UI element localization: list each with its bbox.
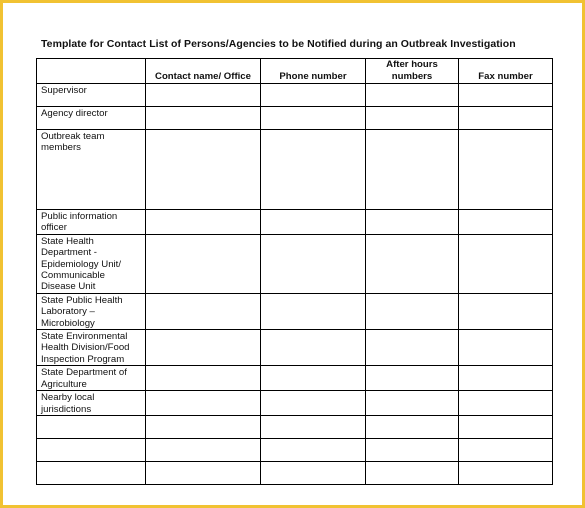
- phone-number-cell: [261, 84, 366, 107]
- after-hours-cell: [366, 293, 459, 329]
- fax-number-cell: [459, 130, 553, 210]
- row-label: State Public Health Laboratory – Microbiology: [37, 293, 146, 329]
- contact-name-cell: [146, 293, 261, 329]
- fax-number-cell: [459, 234, 553, 293]
- fax-number-cell: [459, 438, 553, 461]
- after-hours-cell: [366, 461, 459, 484]
- after-hours-cell: [366, 391, 459, 416]
- header-cell-contact-name: Contact name/ Office: [146, 59, 261, 84]
- contact-list-table: [36, 58, 553, 485]
- row-label: [37, 415, 146, 438]
- phone-number-cell: [261, 391, 366, 416]
- fax-number-cell: [459, 330, 553, 366]
- table-header-row: [37, 59, 553, 84]
- phone-number-cell: [261, 330, 366, 366]
- document-page: [3, 3, 582, 505]
- row-label: [37, 438, 146, 461]
- table-row: [37, 366, 553, 391]
- phone-number-cell: [261, 210, 366, 235]
- after-hours-cell: [366, 415, 459, 438]
- table-row: [37, 84, 553, 107]
- fax-number-cell: [459, 210, 553, 235]
- table-row: [37, 391, 553, 416]
- contact-name-cell: [146, 415, 261, 438]
- table-row: [37, 461, 553, 484]
- after-hours-cell: [366, 107, 459, 130]
- fax-number-cell: [459, 293, 553, 329]
- phone-number-cell: [261, 415, 366, 438]
- row-label: [37, 234, 146, 293]
- contact-name-cell: [146, 366, 261, 391]
- contact-name-cell: [146, 438, 261, 461]
- table-row: [37, 330, 553, 366]
- table-row: [37, 438, 553, 461]
- table-row: [37, 293, 553, 329]
- header-label-after-hours: After hours numbers: [386, 59, 438, 82]
- document-title: Template for Contact List of Persons/Agencies to be Notified during an Outbreak Investigation: [41, 38, 516, 50]
- phone-number-cell: [261, 366, 366, 391]
- row-label: State Environmental Health Division/Food Inspection Program: [37, 330, 146, 366]
- fax-number-cell: [459, 366, 553, 391]
- fax-number-cell: [459, 391, 553, 416]
- row-label: Supervisor: [37, 84, 146, 107]
- phone-number-cell: [261, 438, 366, 461]
- header-cell-fax-number: Fax number: [459, 59, 553, 84]
- contact-name-cell: [146, 330, 261, 366]
- contact-name-cell: [146, 210, 261, 235]
- table-row: [37, 107, 553, 130]
- phone-number-cell: [261, 293, 366, 329]
- contact-name-cell: [146, 130, 261, 210]
- after-hours-cell: [366, 210, 459, 235]
- row-label: [37, 130, 146, 210]
- phone-number-cell: [261, 107, 366, 130]
- table-row: [37, 210, 553, 235]
- fax-number-cell: [459, 415, 553, 438]
- table-row: [37, 415, 553, 438]
- phone-number-cell: [261, 461, 366, 484]
- row-label-text: State Health Department - Epidemiology Unit/ Communicable Disease Unit: [41, 235, 121, 293]
- after-hours-cell: [366, 330, 459, 366]
- after-hours-cell: [366, 234, 459, 293]
- phone-number-cell: [261, 130, 366, 210]
- after-hours-cell: [366, 438, 459, 461]
- row-label: Agency director: [37, 107, 146, 130]
- after-hours-cell: [366, 84, 459, 107]
- contact-name-cell: [146, 234, 261, 293]
- fax-number-cell: [459, 461, 553, 484]
- row-label: State Department of Agriculture: [37, 366, 146, 391]
- header-cell-category: [37, 59, 146, 84]
- table-row: [37, 130, 553, 210]
- phone-number-cell: [261, 234, 366, 293]
- row-label: Nearby local jurisdictions: [37, 391, 146, 416]
- row-label-text: Outbreak team members: [41, 131, 105, 154]
- after-hours-cell: [366, 130, 459, 210]
- contact-name-cell: [146, 84, 261, 107]
- contact-name-cell: [146, 107, 261, 130]
- fax-number-cell: [459, 84, 553, 107]
- contact-name-cell: [146, 461, 261, 484]
- after-hours-cell: [366, 366, 459, 391]
- fax-number-cell: [459, 107, 553, 130]
- header-cell-after-hours: [366, 59, 459, 84]
- contact-name-cell: [146, 391, 261, 416]
- table-row: [37, 234, 553, 293]
- row-label: Public information officer: [37, 210, 146, 235]
- header-cell-phone-number: Phone number: [261, 59, 366, 84]
- row-label: [37, 461, 146, 484]
